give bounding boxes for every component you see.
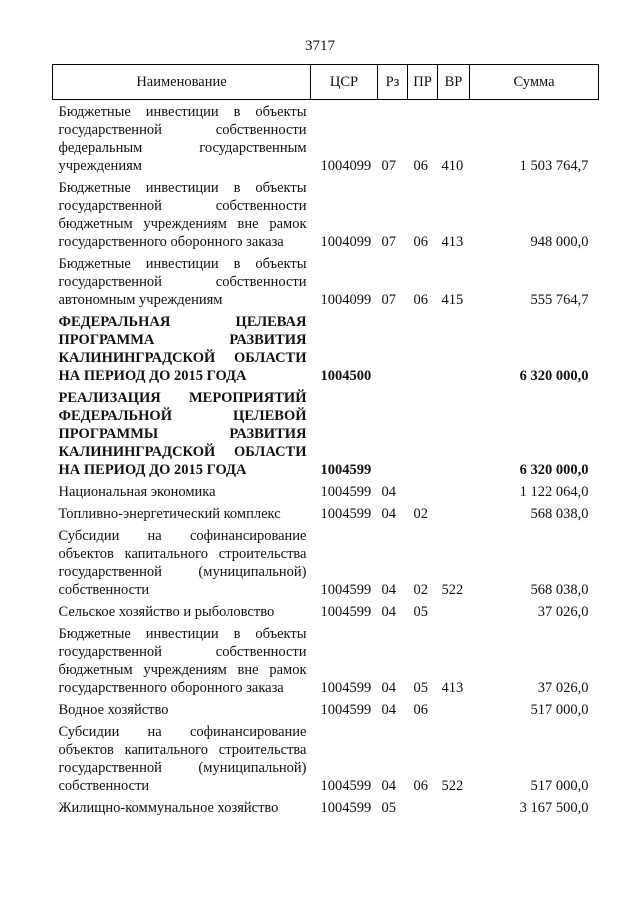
cell-vr (438, 309, 470, 385)
cell-pr: 05 (413, 604, 428, 620)
cell-pr: 06 (413, 778, 428, 794)
header-rz: Рз (378, 65, 408, 100)
cell-pr (408, 795, 438, 817)
cell-csr: 1004599 (320, 484, 372, 500)
cell-vr: 522 (441, 778, 464, 794)
cell-pr: 06 (413, 702, 428, 718)
cell-vr (438, 599, 470, 621)
table-row (53, 501, 599, 523)
table-row (53, 309, 599, 385)
cell-vr: 415 (441, 292, 464, 308)
table-row (53, 697, 599, 719)
cell-rz: 04 (381, 778, 396, 794)
cell-name: Бюджетные инвестиции в объекты государственной собственности федеральным государственным учреждениям (58, 104, 307, 174)
cell-sum: 37 026,0 (537, 604, 589, 620)
cell-sum: 568 038,0 (530, 582, 589, 598)
cell-csr: 1004599 (320, 800, 372, 816)
cell-vr (438, 697, 470, 719)
table-row (53, 100, 599, 176)
cell-name: Бюджетные инвестиции в объекты государственной собственности автономным учреждениям (58, 256, 307, 308)
budget-table (52, 64, 599, 817)
cell-sum: 37 026,0 (537, 680, 589, 696)
cell-sum: 1 122 064,0 (519, 484, 589, 500)
table-row (53, 523, 599, 599)
cell-pr: 06 (413, 158, 428, 174)
cell-sum: 1 503 764,7 (519, 158, 589, 174)
cell-pr (408, 385, 438, 479)
cell-rz: 04 (381, 702, 396, 718)
page-number: 3717 (305, 38, 335, 54)
cell-rz (378, 309, 408, 385)
header-csr: ЦСР (311, 65, 378, 100)
cell-pr: 06 (413, 234, 428, 250)
cell-rz: 04 (381, 484, 396, 500)
table-header (53, 65, 599, 100)
header-sum: Сумма (470, 65, 599, 100)
cell-csr: 1004599 (320, 702, 372, 718)
cell-rz: 07 (381, 234, 396, 250)
cell-vr: 522 (441, 582, 464, 598)
cell-vr (438, 479, 470, 501)
cell-sum: 948 000,0 (530, 234, 589, 250)
header-name: Наименование (53, 65, 311, 100)
cell-sum: 517 000,0 (530, 702, 589, 718)
cell-name: Бюджетные инвестиции в объекты государственной собственности бюджетным учреждениям вне рамок государственного оборонного заказа (58, 626, 307, 696)
cell-csr: 1004599 (320, 582, 372, 598)
cell-csr: 1004599 (320, 778, 372, 794)
cell-sum: 517 000,0 (530, 778, 589, 794)
cell-name: Жилищно-коммунальное хозяйство (58, 800, 279, 816)
cell-sum: 3 167 500,0 (519, 800, 589, 816)
cell-pr (408, 309, 438, 385)
cell-csr: 1004599 (320, 506, 372, 522)
cell-rz: 04 (381, 604, 396, 620)
cell-name: Топливно-энергетический комплекс (58, 506, 281, 522)
cell-vr: 413 (441, 680, 464, 696)
cell-name: Национальная экономика (58, 484, 216, 500)
cell-pr: 02 (413, 582, 428, 598)
cell-name: Субсидии на софинансирование объектов капитального строительства государственной (муниципальной) собственности (58, 528, 307, 598)
cell-name: Бюджетные инвестиции в объекты государственной собственности бюджетным учреждениям вне рамок государственного оборонного заказа (58, 180, 307, 250)
cell-sum: 555 764,7 (530, 292, 589, 308)
cell-csr: 1004099 (320, 234, 372, 250)
cell-rz (378, 385, 408, 479)
cell-csr: 1004599 (320, 604, 372, 620)
cell-csr: 1004599 (320, 680, 372, 696)
table-row (53, 621, 599, 697)
cell-csr: 1004500 (320, 368, 372, 384)
table-row (53, 795, 599, 817)
cell-pr: 05 (413, 680, 428, 696)
header-vr: ВР (438, 65, 470, 100)
cell-name: Водное хозяйство (58, 702, 169, 718)
cell-name: ФЕДЕРАЛЬНАЯ ЦЕЛЕВАЯ ПРОГРАММА РАЗВИТИЯ КАЛИНИНГРАДСКОЙ ОБЛАСТИ НА ПЕРИОД ДО 2015 ГОДА (58, 314, 307, 384)
cell-vr: 410 (441, 158, 464, 174)
cell-pr: 02 (413, 506, 428, 522)
cell-vr (438, 795, 470, 817)
cell-sum: 6 320 000,0 (519, 462, 589, 478)
cell-name: РЕАЛИЗАЦИЯ МЕРОПРИЯТИЙ ФЕДЕРАЛЬНОЙ ЦЕЛЕВОЙ ПРОГРАММЫ РАЗВИТИЯ КАЛИНИНГРАДСКОЙ ОБЛАСТИ НА ПЕРИОД ДО 2015 ГОДА (58, 390, 307, 478)
cell-sum: 6 320 000,0 (519, 368, 589, 384)
table-body (53, 100, 599, 818)
cell-rz: 04 (381, 680, 396, 696)
cell-rz: 04 (381, 506, 396, 522)
table-row (53, 479, 599, 501)
table-row (53, 719, 599, 795)
header-pr: ПР (408, 65, 438, 100)
cell-sum: 568 038,0 (530, 506, 589, 522)
cell-pr: 06 (413, 292, 428, 308)
cell-pr (408, 479, 438, 501)
cell-csr: 1004099 (320, 158, 372, 174)
cell-csr: 1004599 (320, 462, 372, 478)
table-row (53, 175, 599, 251)
cell-vr (438, 501, 470, 523)
table-row (53, 251, 599, 309)
cell-rz: 04 (381, 582, 396, 598)
cell-rz: 07 (381, 292, 396, 308)
table-row (53, 385, 599, 479)
table-row (53, 599, 599, 621)
cell-name: Субсидии на софинансирование объектов капитального строительства государственной (муниципальной) собственности (58, 724, 307, 794)
cell-name: Сельское хозяйство и рыболовство (58, 604, 275, 620)
cell-rz: 05 (381, 800, 396, 816)
cell-csr: 1004099 (320, 292, 372, 308)
cell-rz: 07 (381, 158, 396, 174)
cell-vr (438, 385, 470, 479)
cell-vr: 413 (441, 234, 464, 250)
